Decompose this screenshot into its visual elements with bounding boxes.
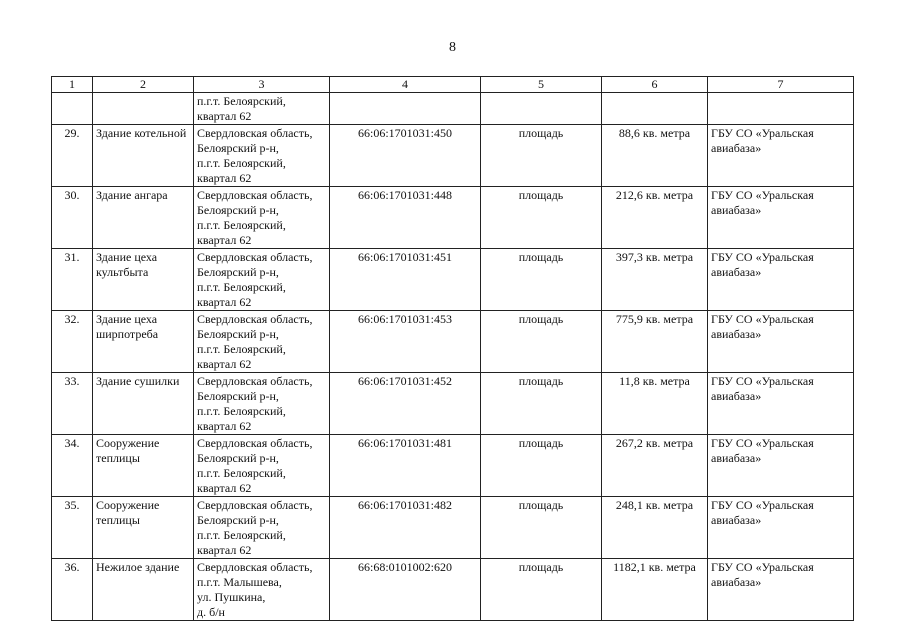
address-line: ул. Пушкина,: [197, 590, 266, 604]
cadastral-number: 66:06:1701031:448: [330, 187, 481, 249]
rights-holder: ГБУ СО «Уральская авиабаза»: [708, 125, 854, 187]
column-number: 2: [93, 77, 194, 93]
address-line: п.г.т. Белоярский,: [197, 94, 286, 108]
address-line: квартал 62: [197, 233, 252, 247]
address-line: Свердловская область,: [197, 188, 313, 202]
table-row: [52, 125, 854, 187]
rights-holder: ГБУ СО «Уральская авиабаза»: [708, 373, 854, 435]
cadastral-number: 66:06:1701031:482: [330, 497, 481, 559]
column-number: 3: [194, 77, 330, 93]
row-number: 33.: [52, 373, 93, 435]
address-line: п.г.т. Белоярский,: [197, 218, 286, 232]
address-line: п.г.т. Малышева,: [197, 575, 282, 589]
address-line: Свердловская область,: [197, 436, 313, 450]
address-line: п.г.т. Белоярский,: [197, 156, 286, 170]
address-line: Белоярский р-н,: [197, 203, 279, 217]
rights-holder: ГБУ СО «Уральская авиабаза»: [708, 559, 854, 621]
row-number: 31.: [52, 249, 93, 311]
address-line: Свердловская область,: [197, 374, 313, 388]
object-name: Нежилое здание: [93, 559, 194, 621]
column-number: 7: [708, 77, 854, 93]
object-name: Сооружение теплицы: [93, 497, 194, 559]
row-number: 32.: [52, 311, 93, 373]
column-number: 1: [52, 77, 93, 93]
address-cell: [194, 497, 330, 559]
address-line: квартал 62: [197, 295, 252, 309]
address-line: квартал 62: [197, 419, 252, 433]
row-number: 34.: [52, 435, 93, 497]
parameter: площадь: [481, 125, 602, 187]
cadastral-number: 66:06:1701031:452: [330, 373, 481, 435]
cadastral-number: 66:68:0101002:620: [330, 559, 481, 621]
value: 212,6 кв. метра: [602, 187, 708, 249]
page-number: 8: [449, 40, 456, 55]
continuation-row: [52, 93, 854, 125]
table-row: [52, 373, 854, 435]
parameter: площадь: [481, 187, 602, 249]
address-line: Белоярский р-н,: [197, 265, 279, 279]
rights-holder: ГБУ СО «Уральская авиабаза»: [708, 311, 854, 373]
object-name: Здание цеха культбыта: [93, 249, 194, 311]
value: 11,8 кв. метра: [602, 373, 708, 435]
address-line: Свердловская область,: [197, 498, 313, 512]
row-number: 30.: [52, 187, 93, 249]
cadastral-number: 66:06:1701031:453: [330, 311, 481, 373]
object-name-cell: [93, 93, 194, 125]
address-line: п.г.т. Белоярский,: [197, 466, 286, 480]
parameter: площадь: [481, 373, 602, 435]
address-line: Белоярский р-н,: [197, 451, 279, 465]
table-row: [52, 559, 854, 621]
value: 88,6 кв. метра: [602, 125, 708, 187]
address-line: Белоярский р-н,: [197, 327, 279, 341]
cadastral-number-cell: [330, 93, 481, 125]
object-name: Здание ангара: [93, 187, 194, 249]
rights-holder: ГБУ СО «Уральская авиабаза»: [708, 249, 854, 311]
address-line: квартал 62: [197, 109, 252, 123]
address-line: п.г.т. Белоярский,: [197, 404, 286, 418]
parameter: площадь: [481, 497, 602, 559]
parameter: площадь: [481, 559, 602, 621]
column-number-row: [52, 77, 854, 93]
value: 775,9 кв. метра: [602, 311, 708, 373]
cadastral-number: 66:06:1701031:481: [330, 435, 481, 497]
address-line: Белоярский р-н,: [197, 513, 279, 527]
address-line: квартал 62: [197, 481, 252, 495]
object-name: Здание котельной: [93, 125, 194, 187]
value-cell: [602, 93, 708, 125]
address-line: Свердловская область,: [197, 250, 313, 264]
table-row: [52, 187, 854, 249]
value: 1182,1 кв. метра: [602, 559, 708, 621]
address-cell: [194, 435, 330, 497]
address-line: квартал 62: [197, 543, 252, 557]
row-number: 29.: [52, 125, 93, 187]
object-name: Сооружение теплицы: [93, 435, 194, 497]
address-cell: [194, 187, 330, 249]
table-row: [52, 435, 854, 497]
address-line: п.г.т. Белоярский,: [197, 280, 286, 294]
address-line: д. б/н: [197, 605, 225, 619]
row-number: 36.: [52, 559, 93, 621]
table-row: [52, 249, 854, 311]
parameter: площадь: [481, 249, 602, 311]
column-number: 6: [602, 77, 708, 93]
address-line: Белоярский р-н,: [197, 389, 279, 403]
value: 248,1 кв. метра: [602, 497, 708, 559]
address-cell: [194, 93, 330, 125]
value: 397,3 кв. метра: [602, 249, 708, 311]
object-name: Здание сушилки: [93, 373, 194, 435]
parameter: площадь: [481, 311, 602, 373]
object-name: Здание цеха ширпотреба: [93, 311, 194, 373]
address-line: п.г.т. Белоярский,: [197, 342, 286, 356]
table-row: [52, 497, 854, 559]
address-line: Свердловская область,: [197, 312, 313, 326]
address-line: квартал 62: [197, 357, 252, 371]
holder-cell: [708, 93, 854, 125]
table-row: [52, 311, 854, 373]
rights-holder: ГБУ СО «Уральская авиабаза»: [708, 497, 854, 559]
address-line: Белоярский р-н,: [197, 141, 279, 155]
address-line: квартал 62: [197, 171, 252, 185]
column-number: 5: [481, 77, 602, 93]
rights-holder: ГБУ СО «Уральская авиабаза»: [708, 435, 854, 497]
address-line: Свердловская область,: [197, 560, 313, 574]
cadastral-number: 66:06:1701031:450: [330, 125, 481, 187]
column-number: 4: [330, 77, 481, 93]
parameter: площадь: [481, 435, 602, 497]
address-cell: [194, 125, 330, 187]
address-line: Свердловская область,: [197, 126, 313, 140]
property-table: [51, 76, 854, 621]
address-cell: [194, 311, 330, 373]
value: 267,2 кв. метра: [602, 435, 708, 497]
parameter-cell: [481, 93, 602, 125]
address-cell: [194, 559, 330, 621]
address-cell: [194, 373, 330, 435]
address-cell: [194, 249, 330, 311]
row-number: 35.: [52, 497, 93, 559]
rights-holder: ГБУ СО «Уральская авиабаза»: [708, 187, 854, 249]
address-line: п.г.т. Белоярский,: [197, 528, 286, 542]
cadastral-number: 66:06:1701031:451: [330, 249, 481, 311]
row-number-cell: [52, 93, 93, 125]
